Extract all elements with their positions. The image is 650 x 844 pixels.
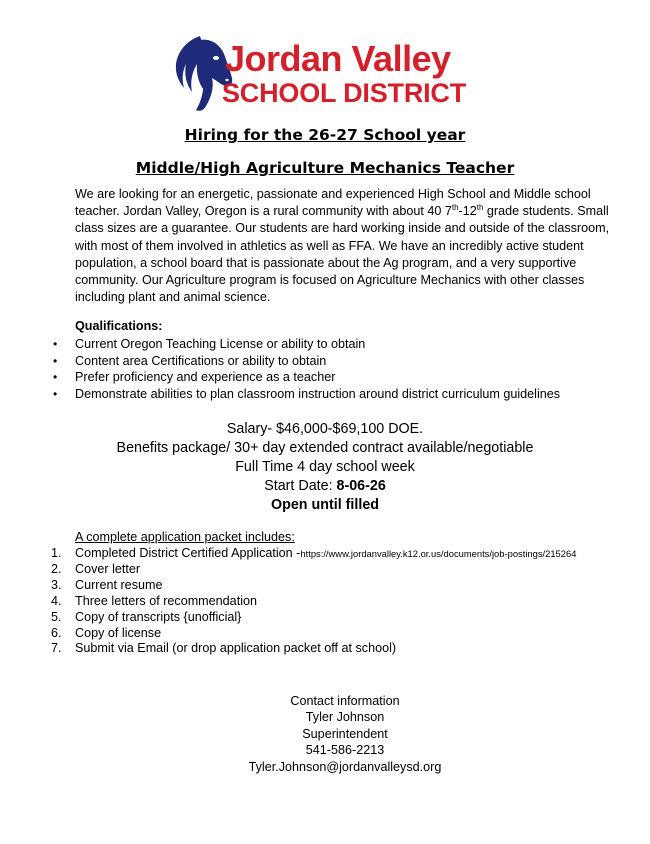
qualifications-title: Qualifications:: [75, 319, 163, 333]
application-link[interactable]: https://www.jordanvalley.k12.or.us/documents/job-postings/215264: [300, 548, 577, 559]
open-status: Open until filled: [270, 497, 379, 513]
intro-sup-1: th: [451, 203, 459, 213]
qualification-text: Prefer proficiency and experience as a teacher: [75, 370, 336, 385]
position-title: Middle/High Agriculture Mechanics Teacher: [135, 159, 515, 177]
packet-item-text: Submit via Email (or drop application packet off at school): [75, 641, 397, 656]
start-date-value: 8-06-26: [336, 478, 386, 494]
qualification-text: Content area Certifications or ability to obtain: [75, 353, 327, 368]
contact-name: Tyler Johnson: [305, 710, 385, 725]
district-logo: [170, 34, 490, 114]
bullet-icon: •: [53, 387, 58, 402]
list-item: [0, 562, 640, 578]
item-number: 7.: [51, 641, 62, 656]
benefits-text: Benefits package/ 30+ day extended contract available/negotiable: [116, 440, 534, 456]
packet-item-text: Completed District Certified Application -: [75, 546, 301, 560]
qualification-text: Demonstrate abilities to plan classroom instruction around district curriculum guidelines: [75, 387, 561, 402]
packet-item-text: Copy of license: [75, 625, 162, 640]
list-item: [0, 594, 640, 610]
list-item: [0, 369, 620, 386]
contact-title: Superintendent: [302, 726, 388, 741]
item-number: 6.: [51, 625, 62, 640]
intro-paragraph: [75, 186, 620, 306]
packet-item-text: Three letters of recommendation: [75, 593, 257, 608]
schedule-text: Full Time 4 day school week: [235, 459, 415, 475]
qualification-text: Current Oregon Teaching License or ability to obtain: [75, 337, 366, 351]
intro-sup-2: th: [476, 203, 484, 213]
packet-title: A complete application packet includes:: [75, 530, 295, 544]
start-date-label: Start Date:: [264, 478, 337, 494]
intro-text-2: -12: [458, 204, 477, 219]
list-item: [0, 336, 620, 353]
packet-list: [0, 546, 640, 657]
item-number: 1.: [51, 546, 62, 560]
list-item: [0, 386, 620, 403]
item-number: 4.: [51, 593, 62, 608]
district-name-line2: SCHOOL DISTRICT: [222, 78, 467, 108]
intro-text-1: We are looking for an energetic, passionate and experienced High School and Middle school teacher. Jordan Valley, Oregon is a rural community with about 40 7: [75, 187, 591, 219]
salary-text: Salary- $46,000-$69,100 DOE.: [226, 421, 424, 437]
item-number: 3.: [51, 577, 62, 592]
hiring-title: Hiring for the 26-27 School year: [184, 126, 466, 144]
item-number: 5.: [51, 609, 62, 624]
list-item: [0, 641, 640, 657]
packet-item-text: Copy of transcripts {unofficial}: [75, 609, 242, 624]
packet-item-text: Cover letter: [75, 561, 141, 576]
list-item: [0, 626, 640, 642]
district-name-line1: Jordan Valley: [225, 38, 451, 79]
list-item: [0, 610, 640, 626]
bullet-icon: •: [53, 337, 58, 351]
qualifications-list: [0, 336, 620, 403]
contact-label: Contact information: [290, 694, 400, 708]
list-item: [0, 546, 640, 562]
list-item: [0, 353, 620, 370]
start-date: [0, 477, 650, 496]
bullet-icon: •: [53, 353, 58, 368]
contact-block: [0, 693, 650, 775]
packet-item-text: Current resume: [75, 577, 163, 592]
job-details: [0, 420, 650, 515]
list-item: [0, 578, 640, 594]
intro-text-3: grade students. Small class sizes are a guarantee. Our students are hard working inside and outside of the classroom, with most of them involved in athletics as well as FFA. We have an incredibly active student population, a school board that is passionate about the Ag program, and a very supportive community. Our Agriculture program is focused on Agriculture Mechanics with other classes including plant and animal science.: [75, 204, 610, 305]
contact-phone[interactable]: 541-586-2213: [305, 743, 385, 758]
bullet-icon: •: [53, 370, 58, 385]
contact-email[interactable]: Tyler.Johnson@jordanvalleysd.org: [248, 759, 442, 774]
item-number: 2.: [51, 561, 62, 576]
